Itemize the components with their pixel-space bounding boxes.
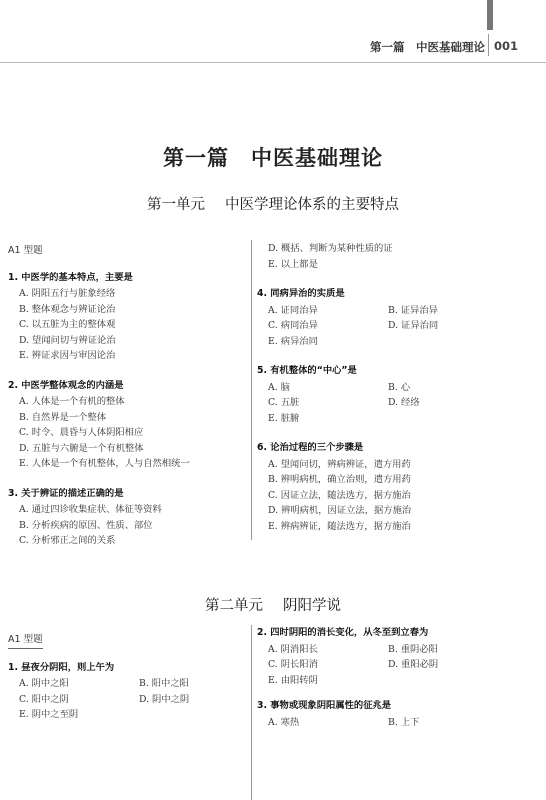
option[interactable]: B. 自然界是一个整体	[19, 411, 107, 423]
option[interactable]: D. 望闻问切与辨证论治	[19, 334, 116, 346]
option-grid	[257, 715, 539, 731]
option[interactable]: B. 重阴必阳	[388, 643, 438, 655]
unit-2-title: 阴阳学说	[283, 598, 341, 614]
question-2	[257, 625, 539, 688]
option[interactable]: E. 辨证求因与审因论治	[19, 350, 116, 361]
unit-2-right-column	[257, 625, 539, 730]
option[interactable]: A. 阴阳五行与脏象经络	[19, 288, 116, 299]
unit-1-right-column	[257, 241, 539, 534]
header-rule	[0, 62, 546, 63]
option[interactable]: C. 五脏	[268, 397, 300, 408]
option[interactable]: C. 病同治异	[268, 320, 318, 331]
option[interactable]: E. 阴中之至阴	[19, 709, 79, 720]
option[interactable]: B. 证异治异	[388, 304, 438, 316]
section-label: A1 型题	[8, 632, 43, 649]
column-divider	[251, 625, 252, 800]
column-divider	[251, 240, 252, 540]
option[interactable]: D. 辨明病机，因证立法，据方施治	[268, 505, 412, 516]
option[interactable]: B. 心	[388, 381, 411, 393]
option[interactable]: A. 人体是一个有机的整体	[19, 396, 125, 407]
question-stem: 2. 中医学整体观念的内涵是	[8, 379, 124, 391]
option[interactable]: E. 由阳转阴	[268, 674, 318, 686]
question-stem: 6. 论治过程的三个步骤是	[257, 442, 364, 453]
unit-2-number: 第二单元	[205, 598, 263, 614]
unit-1-heading	[0, 193, 546, 214]
option-grid	[8, 676, 244, 707]
option[interactable]: A. 阴中之阳	[19, 678, 69, 689]
section-label: A1 型题	[8, 245, 43, 256]
question-3	[257, 698, 539, 730]
option[interactable]: A. 脑	[268, 381, 290, 393]
question-3	[8, 486, 244, 549]
unit-1-left-column	[8, 243, 244, 549]
option[interactable]: D. 重阳必阴	[388, 659, 439, 670]
option[interactable]: B. 辨明病机，确立治则，遣方用药	[268, 474, 411, 485]
option[interactable]: A. 寒热	[268, 716, 300, 728]
question-stem: 1. 昼夜分阴阳，则上午为	[8, 661, 115, 673]
header-separator	[488, 34, 489, 56]
question-4	[257, 286, 539, 349]
question-stem: 5. 有机整体的“中心”是	[257, 365, 357, 376]
question-stem: 2. 四时阴阳的消长变化，从冬至到立春为	[257, 627, 429, 638]
option[interactable]: A. 望闻问切，辨病辨证，遣方用药	[268, 458, 411, 470]
option[interactable]: D. 阴中之阴	[139, 693, 190, 705]
unit-1-title: 中医学理论体系的主要特点	[225, 197, 399, 213]
option[interactable]: D. 概括、判断为某种性质的证	[268, 243, 393, 254]
unit-2-left-column	[8, 632, 244, 723]
running-header: 第一篇 中医基础理论	[370, 40, 485, 54]
option-grid	[257, 303, 539, 334]
option[interactable]: B. 分析疾病的原因、性质、部位	[19, 519, 153, 531]
option[interactable]: C. 因证立法，随法选方，据方施治	[268, 489, 411, 501]
option[interactable]: A. 通过四诊收集症状、体征等资料	[19, 504, 162, 515]
option[interactable]: B. 阳中之阳	[139, 678, 189, 689]
option[interactable]: A. 证同治异	[268, 304, 318, 316]
option[interactable]: C. 阴长阳消	[268, 659, 318, 670]
unit-1-number: 第一单元	[147, 197, 205, 213]
option[interactable]: C. 分析邪正之间的关系	[19, 535, 116, 546]
option[interactable]: E. 以上都是	[268, 258, 318, 270]
option[interactable]: A. 阴消阳长	[268, 643, 318, 655]
question-stem: 4. 同病异治的实质是	[257, 288, 345, 299]
question-5	[257, 363, 539, 426]
part-title: 第一篇 中医基础理论	[163, 145, 383, 170]
unit-2-heading	[0, 594, 546, 615]
question-1	[8, 660, 244, 723]
option[interactable]: D. 证异治同	[388, 320, 439, 331]
option[interactable]: E. 辨病辨证，随法选方，据方施治	[268, 520, 411, 532]
question-6	[257, 440, 539, 534]
option[interactable]: E. 人体是一个有机整体，人与自然相统一	[19, 458, 190, 469]
option-grid	[257, 642, 539, 673]
question-stem: 3. 关于辨证的描述正确的是	[8, 487, 124, 499]
option[interactable]: D. 五脏与六腑是一个有机整体	[19, 442, 144, 454]
header-tab-mark	[487, 0, 493, 30]
option[interactable]: B. 整体观念与辨证论治	[19, 303, 116, 315]
question-2	[8, 378, 244, 472]
option[interactable]: C. 阳中之阴	[19, 693, 69, 705]
page-number: 001	[494, 39, 519, 53]
question-stem: 1. 中医学的基本特点，主要是	[8, 271, 133, 283]
option[interactable]: C. 以五脏为主的整体观	[19, 319, 116, 330]
question-1	[8, 270, 244, 364]
option[interactable]: C. 时令、晨昏与人体阴阳相应	[19, 427, 144, 438]
option[interactable]: E. 病异治同	[268, 335, 318, 347]
question-stem: 3. 事物或现象阴阳属性的征兆是	[257, 700, 392, 711]
option[interactable]: D. 经络	[388, 397, 420, 408]
option[interactable]: B. 上下	[388, 716, 420, 728]
option[interactable]: E. 脏腑	[268, 412, 300, 424]
option-grid	[257, 380, 539, 411]
